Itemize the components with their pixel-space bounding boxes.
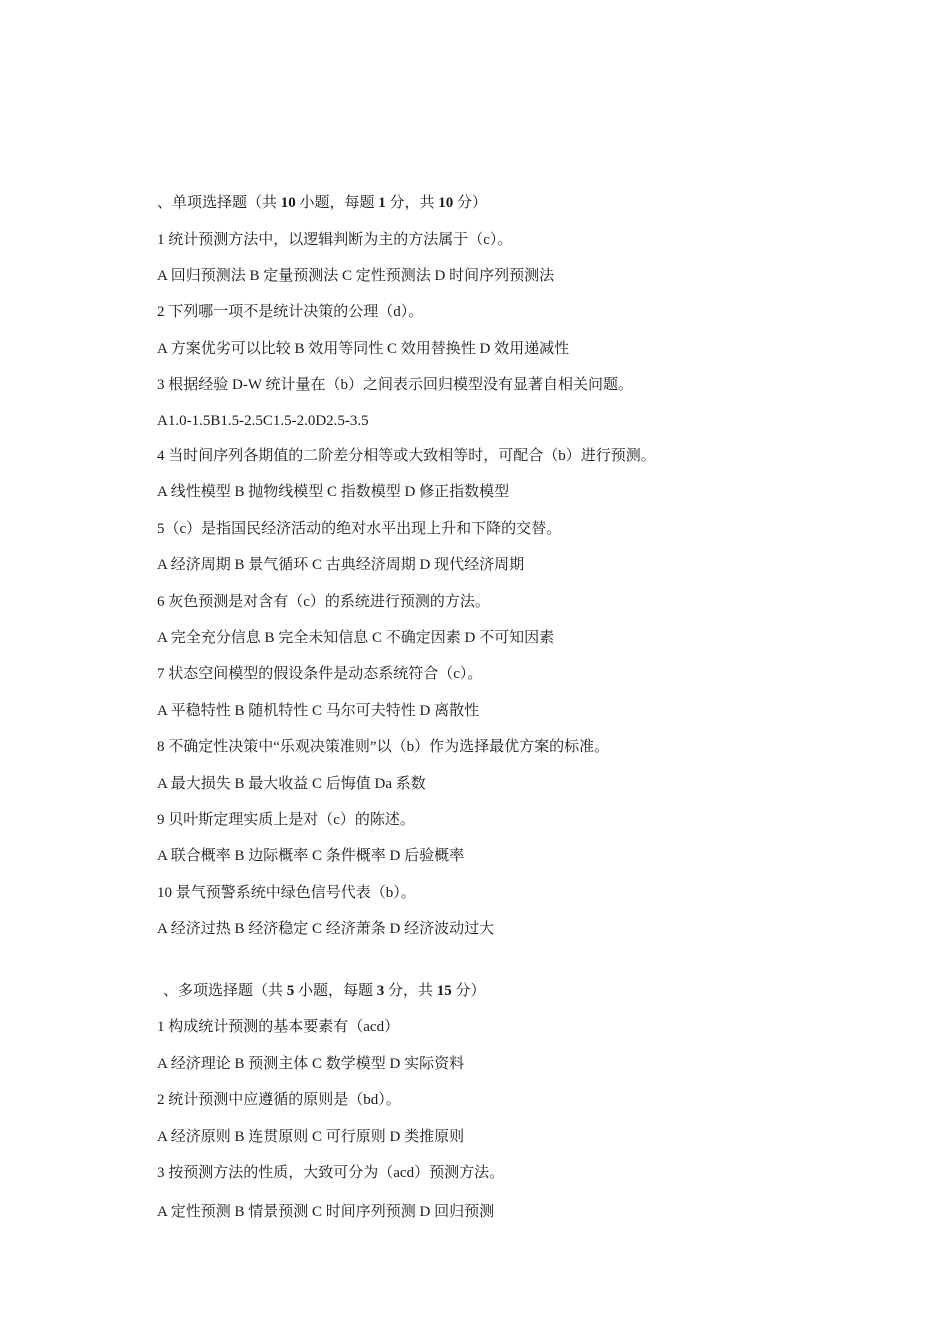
question-line: 4 当时间序列各期值的二阶差分相等或大致相等时，可配合（b）进行预测。 xyxy=(157,448,656,464)
options-line: A 定性预测 B 情景预测 C 时间序列预测 D 回归预测 xyxy=(157,1204,495,1220)
options-line: A 完全充分信息 B 完全未知信息 C 不确定因素 D 不可知因素 xyxy=(157,630,555,646)
question-line: 5（c）是指国民经济活动的绝对水平出现上升和下降的交替。 xyxy=(157,521,562,537)
options-line: A 最大损失 B 最大收益 C 后悔值 Da 系数 xyxy=(157,776,426,792)
options-line: A 平稳特性 B 随机特性 C 马尔可夫特性 D 离散性 xyxy=(157,703,480,719)
question-count: 10 xyxy=(280,195,296,211)
points-each: 1 xyxy=(378,195,386,211)
question-line: 7 状态空间模型的假设条件是动态系统符合（c）。 xyxy=(157,666,483,682)
options-line: A1.0-1.5B1.5-2.5C1.5-2.0D2.5-3.5 xyxy=(157,413,369,429)
heading-text: 、单项选择题（共 xyxy=(157,195,281,211)
question-line: 1 构成统计预测的基本要素有（acd） xyxy=(157,1019,400,1035)
question-line: 6 灰色预测是对含有（c）的系统进行预测的方法。 xyxy=(157,594,490,610)
question-line: 1 统计预测方法中，以逻辑判断为主的方法属于（c）。 xyxy=(157,232,513,248)
heading-text: 分） xyxy=(453,195,488,211)
question-line: 2 统计预测中应遵循的原则是（bd）。 xyxy=(157,1092,401,1108)
heading-text: 、多项选择题（共 xyxy=(163,983,287,999)
question-line: 3 根据经验 D-W 统计量在（b）之间表示回归模型没有显著自相关问题。 xyxy=(157,377,633,393)
options-line: A 经济过热 B 经济稳定 C 经济萧条 D 经济波动过大 xyxy=(157,921,495,937)
heading-text: 小题，每题 xyxy=(294,983,377,999)
heading-text: 小题，每题 xyxy=(295,195,379,211)
question-line: 9 贝叶斯定理实质上是对（c）的陈述。 xyxy=(157,812,415,828)
options-line: A 线性模型 B 抛物线模型 C 指数模型 D 修正指数模型 xyxy=(157,484,510,500)
question-line: 10 景气预警系统中绿色信号代表（b）。 xyxy=(157,885,416,901)
heading-text: 分，共 xyxy=(384,983,437,999)
options-line: A 联合概率 B 边际概率 C 条件概率 D 后验概率 xyxy=(157,848,465,864)
options-line: A 经济原则 B 连贯原则 C 可行原则 D 类推原则 xyxy=(157,1129,465,1145)
total-points: 10 xyxy=(438,195,454,211)
section-heading-single-choice xyxy=(157,193,487,213)
options-line: A 经济周期 B 景气循环 C 古典经济周期 D 现代经济周期 xyxy=(157,557,525,573)
options-line: A 方案优劣可以比较 B 效用等同性 C 效用替换性 D 效用递减性 xyxy=(157,341,570,357)
heading-text: 分） xyxy=(451,983,486,999)
section-heading-multiple-choice xyxy=(163,981,486,1001)
question-line: 3 按预测方法的性质，大致可分为（acd）预测方法。 xyxy=(157,1165,505,1181)
options-line: A 回归预测法 B 定量预测法 C 定性预测法 D 时间序列预测法 xyxy=(157,268,555,284)
total-points: 15 xyxy=(436,983,452,999)
question-line: 8 不确定性决策中“乐观决策准则”以（b）作为选择最优方案的标准。 xyxy=(157,739,610,755)
question-count: 5 xyxy=(286,983,295,999)
heading-text: 分，共 xyxy=(385,195,439,211)
question-line: 2 下列哪一项不是统计决策的公理（d）。 xyxy=(157,304,424,320)
points-each: 3 xyxy=(376,983,385,999)
options-line: A 经济理论 B 预测主体 C 数学模型 D 实际资料 xyxy=(157,1056,465,1072)
